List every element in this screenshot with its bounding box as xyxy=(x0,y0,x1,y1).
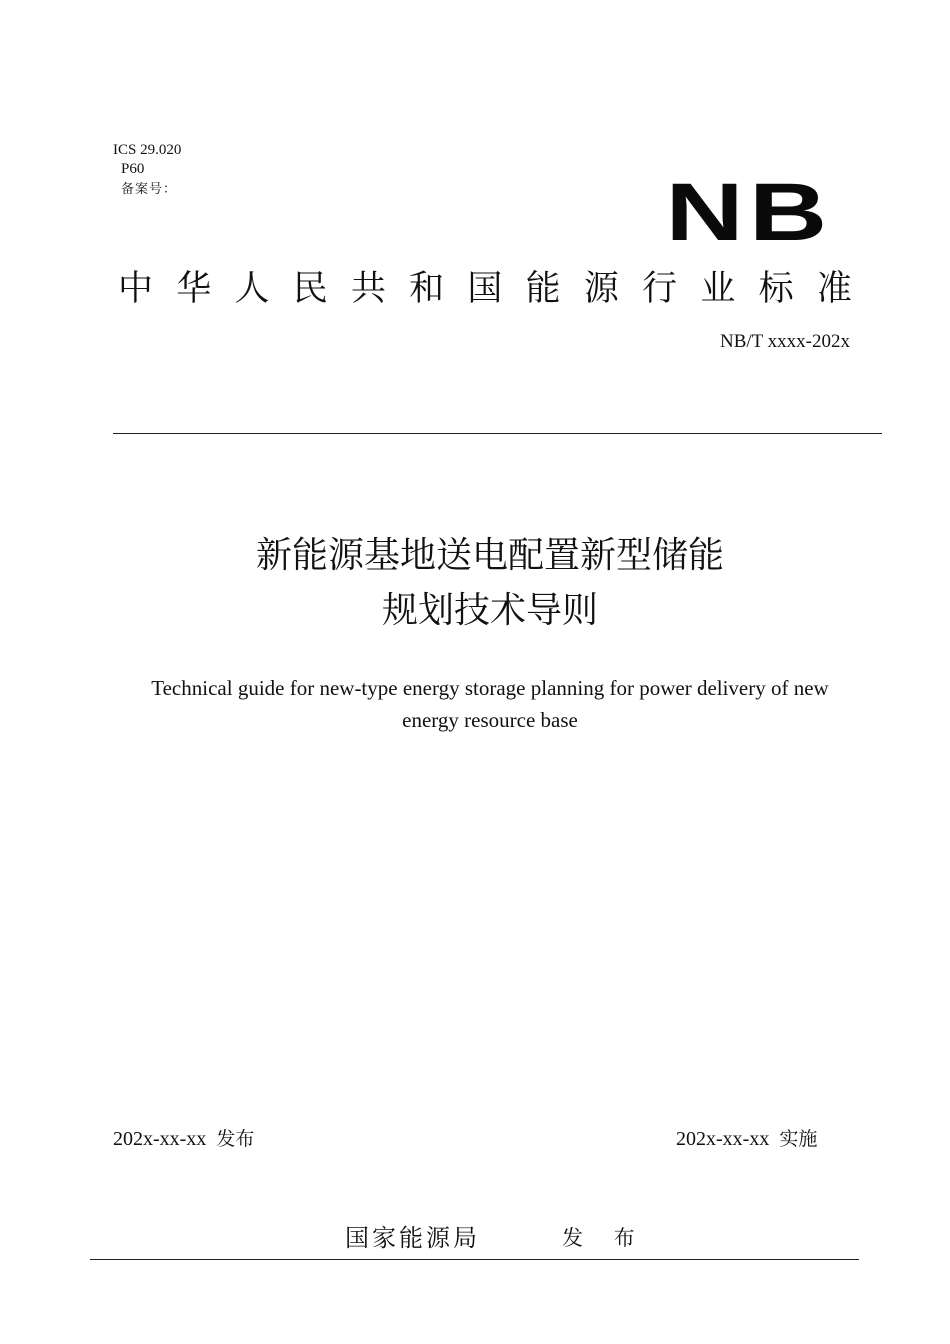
nb-logo: NB xyxy=(665,167,832,258)
issue-word: 发 布 xyxy=(562,1226,647,1250)
standard-title-char: 准 xyxy=(816,269,852,309)
record-number-label: 备案号： xyxy=(121,182,178,197)
chinese-title-line-2: 规划技术导则 xyxy=(381,590,598,631)
issuing-authority: 国家能源局 xyxy=(345,1224,480,1252)
implementation-label: 实施 xyxy=(779,1128,818,1150)
standard-title-char: 标 xyxy=(758,269,794,309)
standard-title-char: 国 xyxy=(467,269,503,309)
ics-code: ICS 29.020 xyxy=(113,142,182,158)
standard-title-char: 共 xyxy=(350,269,386,309)
chinese-title-line-1: 新能源基地送电配置新型储能 xyxy=(255,535,724,576)
standard-title-char: 行 xyxy=(642,269,678,309)
standard-code: NB/T xxxx-202x xyxy=(719,331,850,352)
standard-title-char: 中 xyxy=(118,269,154,309)
issue-label: 发布 xyxy=(216,1128,255,1150)
bottom-divider xyxy=(90,1259,859,1260)
standard-title xyxy=(118,268,852,310)
english-title-line-1: Technical guide for new-type energy storage planning for power delivery of new xyxy=(151,676,829,700)
issue-date: 202x-xx-xx xyxy=(113,1128,207,1150)
classification-code: P60 xyxy=(121,161,145,177)
standard-title-char: 和 xyxy=(409,269,445,309)
standard-title-char: 民 xyxy=(292,269,328,309)
standard-title-char: 业 xyxy=(700,269,736,309)
implementation-date-block xyxy=(676,1126,817,1152)
standard-title-char: 人 xyxy=(234,269,270,309)
english-title-line-2: energy resource base xyxy=(402,708,578,732)
issue-date-block xyxy=(113,1126,254,1152)
standard-title-char: 源 xyxy=(583,269,619,309)
top-divider xyxy=(113,433,882,434)
standard-title-char: 能 xyxy=(525,269,561,309)
implementation-date: 202x-xx-xx xyxy=(676,1128,770,1150)
standard-title-char: 华 xyxy=(176,269,212,309)
